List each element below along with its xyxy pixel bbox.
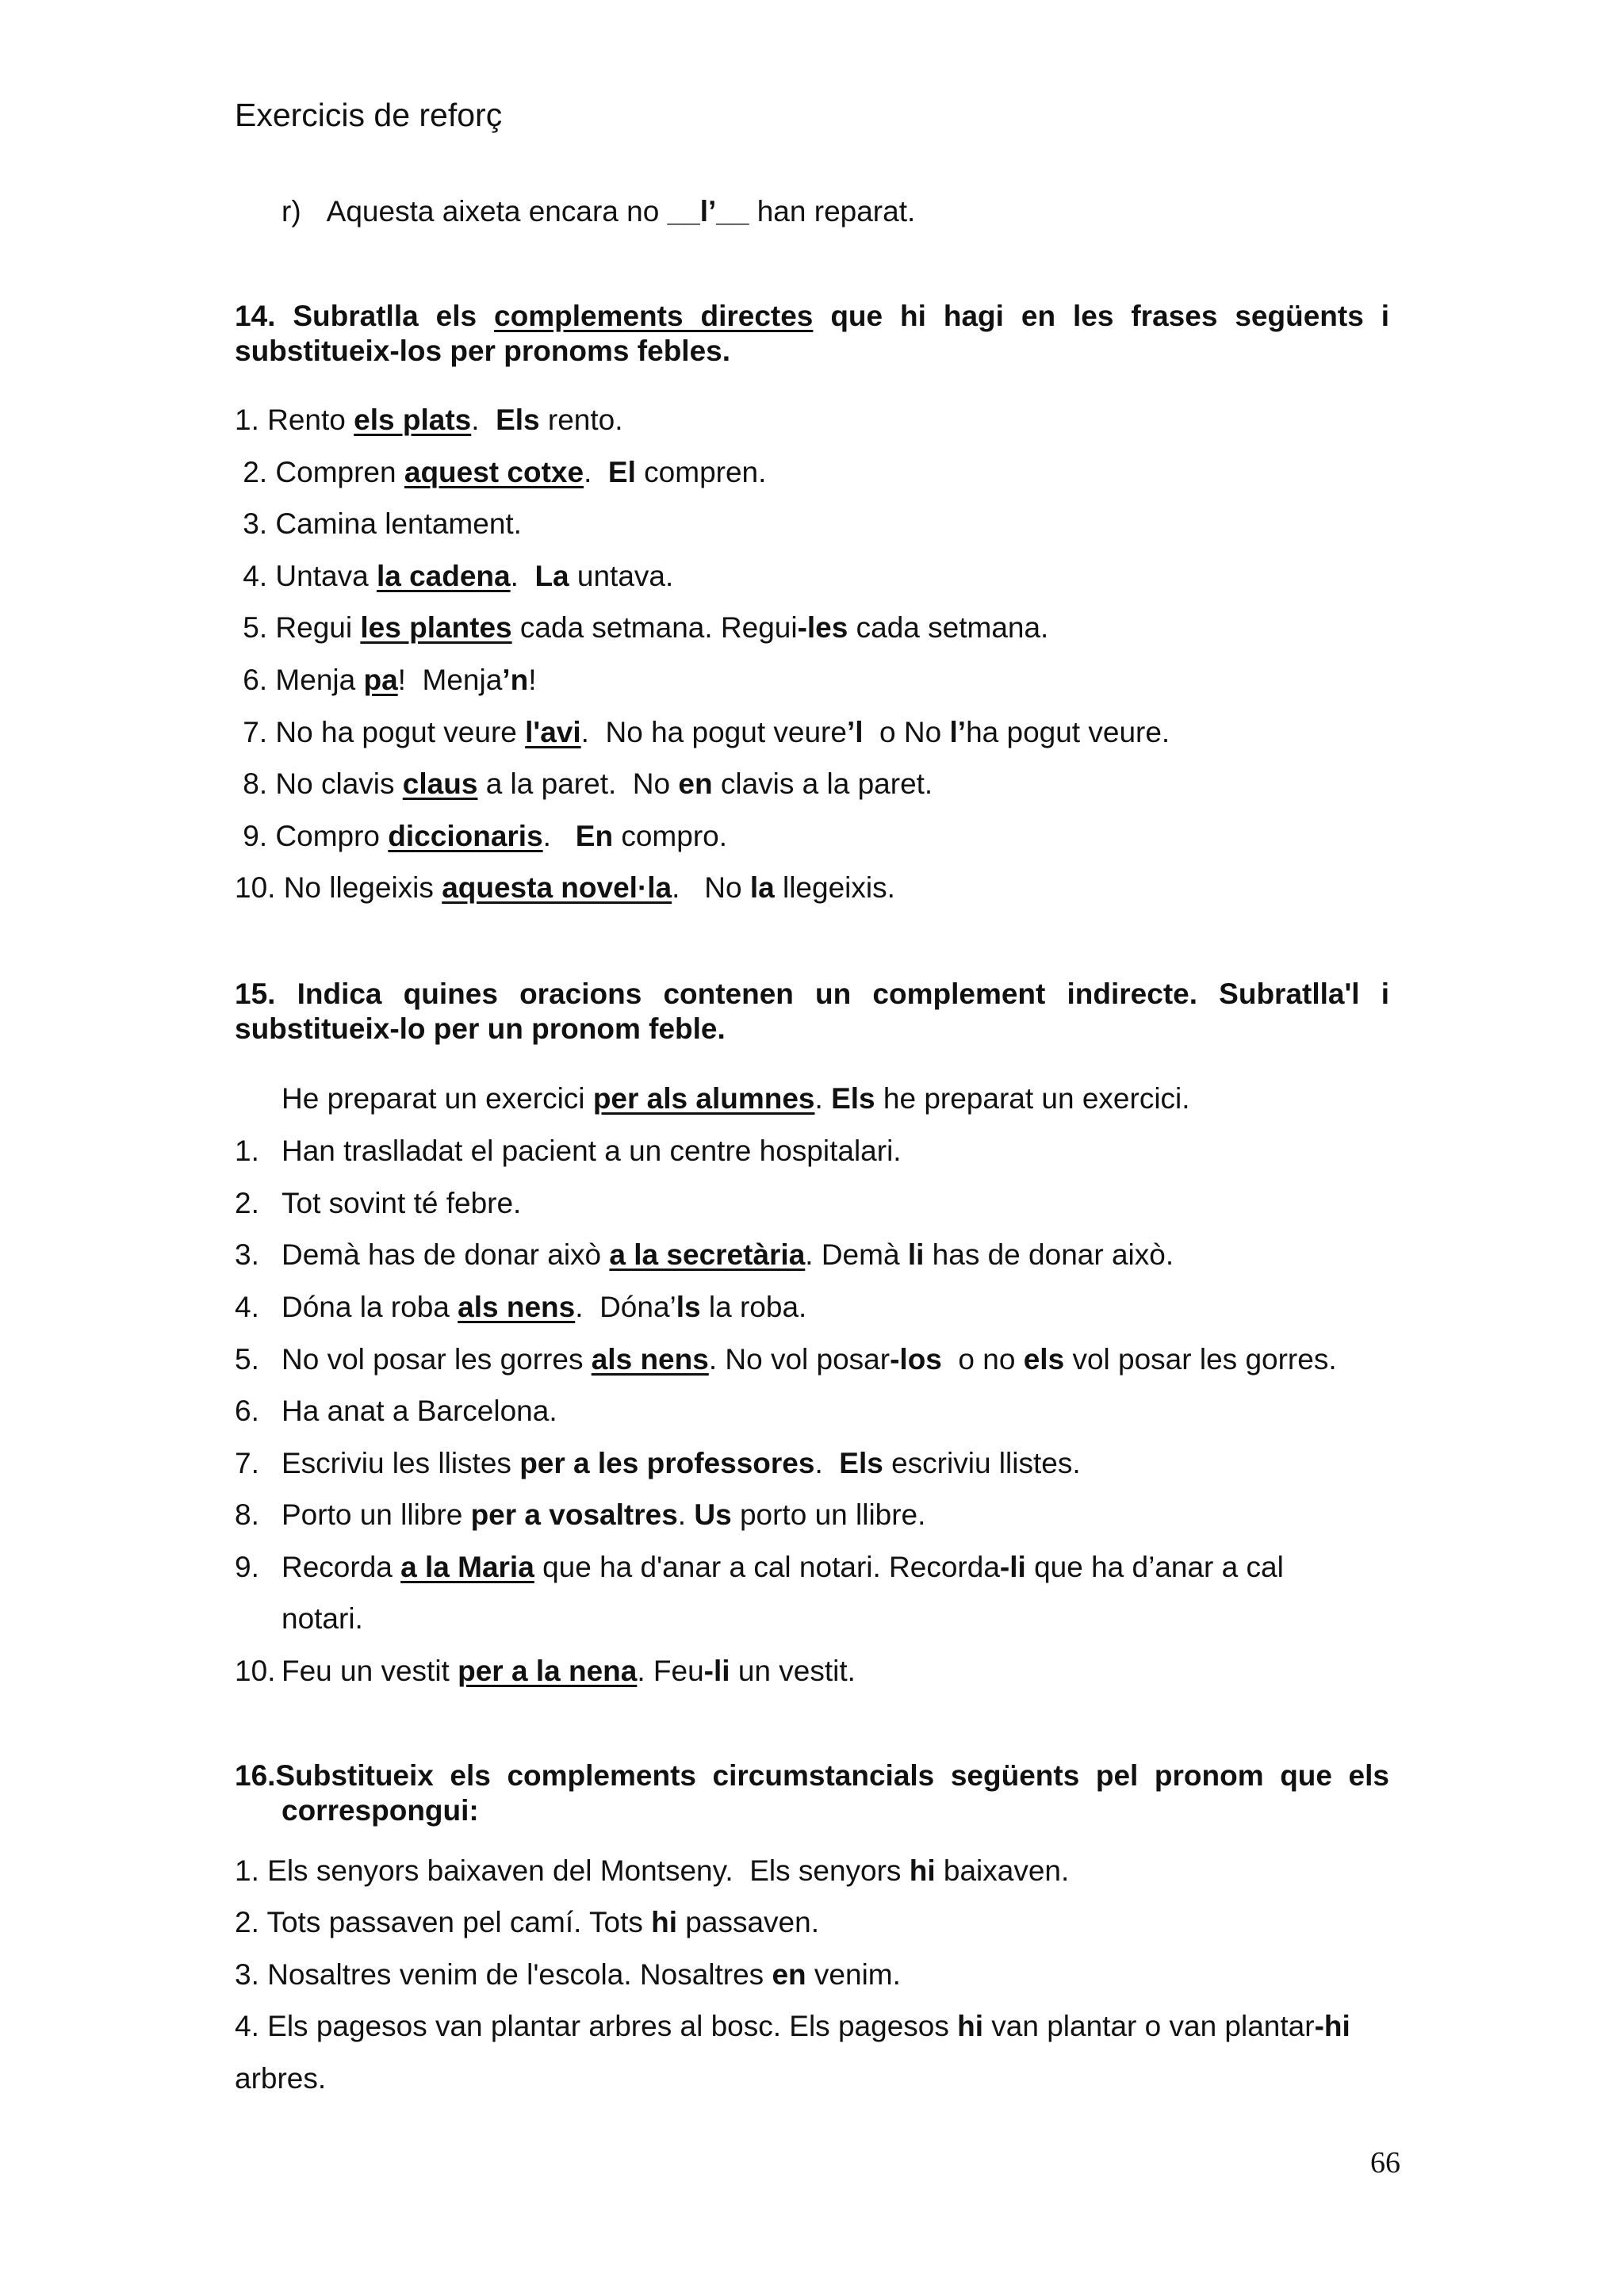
sentence-text: ! Menja <box>397 664 503 696</box>
item-text-end: han reparat. <box>749 195 916 228</box>
list-item-number: 7. <box>235 1447 259 1479</box>
item-label: r) <box>282 195 301 228</box>
list-item <box>282 1134 902 1169</box>
answer-pronoun: hi <box>957 2010 984 2042</box>
sentence-text: ! <box>528 664 537 696</box>
sentence-text: 3. Camina lentament. <box>235 507 522 540</box>
sentence-text: . <box>814 1447 840 1479</box>
list-item-number: 9. <box>235 1551 259 1583</box>
sentence-text: o no <box>941 1343 1024 1376</box>
exercise-14-heading <box>235 299 1389 369</box>
prev-item-r <box>282 194 915 229</box>
sentence-text: escriviu llistes. <box>883 1447 1081 1479</box>
sentence-text: cada setmana. Regui <box>511 611 798 644</box>
underlined-complement: per als alumnes <box>592 1082 815 1115</box>
list-item <box>235 559 673 594</box>
underlined-complement: als nens <box>591 1343 709 1376</box>
list-item <box>282 1446 1081 1481</box>
sentence-text: 8. No clavis <box>235 767 403 800</box>
sentence-text: . <box>471 404 496 436</box>
list-item <box>282 1186 521 1221</box>
list-item-continuation <box>282 1601 363 1636</box>
sentence-text: 6. Menja <box>235 664 364 696</box>
sentence-text: rento. <box>539 404 623 436</box>
sentence-text: van plantar o van plantar <box>983 2010 1315 2042</box>
sentence-text: . No vol posar <box>708 1343 891 1376</box>
sentence-text: 5. Regui <box>235 611 361 644</box>
underlined-complement: els plats <box>354 404 472 436</box>
list-item <box>235 871 895 905</box>
answer-pronoun: per a les professores <box>519 1447 815 1479</box>
heading-text: Subratlla els <box>275 300 495 332</box>
list-item-number: 8. <box>235 1498 259 1531</box>
page-number: 66 <box>1370 2146 1400 2179</box>
list-item <box>282 1342 1337 1377</box>
underlined-complement: les plantes <box>360 611 512 644</box>
sentence-text: has de donar això. <box>924 1238 1174 1271</box>
sentence-text: o No <box>863 716 950 748</box>
sentence-text: llegeixis. <box>774 871 895 904</box>
sentence-text: vol posar les gorres. <box>1064 1343 1337 1376</box>
list-item <box>235 2009 1350 2044</box>
sentence-text: . Feu <box>637 1655 704 1687</box>
sentence-text: compren. <box>635 456 767 488</box>
list-item <box>235 1854 1069 1888</box>
sentence-text: 2. Tots passaven pel camí. Tots <box>235 1906 652 1938</box>
sentence-text: untava. <box>569 560 674 592</box>
list-item <box>282 1290 806 1325</box>
answer-pronoun: en <box>678 767 713 800</box>
list-item <box>235 1905 819 1940</box>
sentence-text: Demà has de donar això <box>282 1238 610 1271</box>
list-item <box>282 1550 1284 1585</box>
page-header: Exercicis de reforç <box>235 97 503 133</box>
list-item-number: 6. <box>235 1395 259 1427</box>
sentence-text: cada setmana. <box>848 611 1049 644</box>
answer-pronoun: Els <box>839 1447 883 1479</box>
answer-pronoun: en <box>772 1958 806 1991</box>
sentence-text: un vestit. <box>730 1655 856 1687</box>
answer-pronoun: Els <box>496 404 540 436</box>
sentence-text: . No <box>672 871 750 904</box>
underlined-complement: la cadena <box>376 560 511 592</box>
answer-pronoun: li <box>907 1238 925 1271</box>
sentence-text: 4. Els pagesos van plantar arbres al bosc. Els pagesos <box>235 2010 958 2042</box>
sentence-text: 7. No ha pogut veure <box>235 716 526 748</box>
sentence-text: . <box>584 456 608 488</box>
answer-pronoun: ’l <box>846 716 864 748</box>
list-item <box>282 1654 856 1689</box>
answer-pronoun: -li <box>999 1551 1026 1583</box>
underlined-complement: l'avi <box>525 716 581 748</box>
sentence-text: Dóna la roba <box>282 1291 458 1323</box>
list-item <box>282 1394 557 1429</box>
list-item <box>282 1498 925 1533</box>
list-item <box>282 1238 1174 1272</box>
sentence-text: Tot sovint té febre. <box>282 1187 522 1219</box>
answer-pronoun: la <box>749 871 775 904</box>
sentence-text: Ha anat a Barcelona. <box>282 1395 557 1427</box>
answer-pronoun: -les <box>797 611 848 644</box>
answer-pronoun: Els <box>831 1082 875 1115</box>
sentence-text: arbres. <box>235 2062 327 2095</box>
list-item <box>235 403 623 438</box>
answer-pronoun: Us <box>694 1498 732 1531</box>
list-item <box>235 767 933 802</box>
list-item-number: 3. <box>235 1238 259 1271</box>
answer-pronoun: per a vosaltres <box>470 1498 678 1531</box>
sentence-text: a la paret. No <box>477 767 679 800</box>
sentence-text: Feu un vestit <box>282 1655 458 1687</box>
list-item-number: 4. <box>235 1291 259 1323</box>
answer-pronoun: ls <box>676 1291 701 1323</box>
sentence-text: 1. Rento <box>235 404 354 436</box>
sentence-text: 2. Compren <box>235 456 404 488</box>
list-item <box>235 663 536 698</box>
underlined-complement: aquesta novel·la <box>442 871 672 904</box>
answer-pronoun: els <box>1023 1343 1065 1376</box>
exercise-15-example <box>282 1081 1190 1116</box>
list-item <box>235 455 766 490</box>
answer-pronoun: l’ <box>949 716 967 748</box>
sentence-text: . <box>677 1498 695 1531</box>
answer-pronoun: -li <box>703 1655 730 1687</box>
answer-pronoun: La <box>534 560 569 592</box>
answer-pronoun: En <box>575 820 614 852</box>
underlined-complement: als nens <box>458 1291 576 1323</box>
answer-pronoun: hi <box>651 1906 678 1938</box>
sentence-text: baixaven. <box>935 1854 1070 1887</box>
sentence-text: . <box>510 560 535 592</box>
list-item-continuation <box>235 2061 326 2096</box>
sentence-text: ha pogut veure. <box>966 716 1170 748</box>
exercise-15-heading: 15. Indica quines oracions contenen un complement indirecte. Subratlla'l i substitueix-lo per un pronom feble. <box>235 978 1389 1045</box>
answer-pronoun: -hi <box>1314 2010 1350 2042</box>
item-answer: __l’__ <box>667 195 749 228</box>
sentence-text: notari. <box>282 1602 363 1635</box>
underlined-complement: per a la nena <box>458 1655 638 1687</box>
sentence-text: he preparat un exercici. <box>875 1082 1190 1115</box>
sentence-text: Han traslladat el pacient a un centre hospitalari. <box>282 1135 902 1167</box>
sentence-text: porto un llibre. <box>731 1498 926 1531</box>
underlined-complement: a la secretària <box>609 1238 806 1271</box>
list-item-number: 10. <box>235 1655 276 1687</box>
exercise-16-heading-line2: correspongui: <box>282 1794 479 1827</box>
list-item <box>235 819 727 854</box>
list-item <box>235 1957 901 1992</box>
sentence-text: que ha d’anar a cal <box>1025 1551 1284 1583</box>
sentence-text: que ha d'anar a cal notari. Recorda <box>534 1551 1000 1583</box>
answer-pronoun: ’n <box>502 664 529 696</box>
answer-pronoun: hi <box>909 1854 936 1887</box>
sentence-text: clavis a la paret. <box>712 767 933 800</box>
underlined-complement: diccionaris <box>388 820 543 852</box>
sentence-text: 9. Compro <box>235 820 389 852</box>
exercise-number: 14. <box>235 300 276 332</box>
list-item-number: 5. <box>235 1343 259 1376</box>
sentence-text: passaven. <box>677 1906 819 1938</box>
sentence-text: No vol posar les gorres <box>282 1343 592 1376</box>
sentence-text: . <box>814 1082 832 1115</box>
sentence-text: 4. Untava <box>235 560 377 592</box>
sentence-text: 3. Nosaltres venim de l'escola. Nosaltres <box>235 1958 772 1991</box>
sentence-text: venim. <box>806 1958 901 1991</box>
exercise-16-heading-line1: 16.Substitueix els complements circumstancials següents pel pronom que els <box>235 1759 1389 1792</box>
list-item-number: 1. <box>235 1135 259 1167</box>
sentence-text: . No ha pogut veure <box>580 716 847 748</box>
answer-pronoun: -los <box>890 1343 942 1376</box>
sentence-text: Recorda <box>282 1551 401 1583</box>
heading-keyword: complements directes <box>494 300 814 332</box>
sentence-text: . Dóna’ <box>575 1291 676 1323</box>
answer-pronoun: El <box>607 456 636 488</box>
sentence-text: la roba. <box>700 1291 807 1323</box>
list-item <box>235 715 1170 750</box>
sentence-text: 10. No llegeixis <box>235 871 442 904</box>
underlined-complement: a la Maria <box>400 1551 534 1583</box>
underlined-complement: aquest cotxe <box>404 456 584 488</box>
sentence-text: Escriviu les llistes <box>282 1447 520 1479</box>
heading-text-end: que hi hagi en les frases següents i substitueix-los per pronoms febles. <box>235 300 1389 367</box>
sentence-text: . Demà <box>805 1238 908 1271</box>
item-text: Aquesta aixeta encara no <box>326 195 668 228</box>
list-item-number: 2. <box>235 1187 259 1219</box>
sentence-text: compro. <box>613 820 727 852</box>
sentence-text: 1. Els senyors baixaven del Montseny. Els senyors <box>235 1854 910 1887</box>
sentence-text: He preparat un exercici <box>282 1082 593 1115</box>
sentence-text: Porto un llibre <box>282 1498 471 1531</box>
underlined-complement: pa <box>363 664 398 696</box>
list-item <box>235 507 522 541</box>
sentence-text: . <box>542 820 576 852</box>
list-item <box>235 610 1048 645</box>
underlined-complement: claus <box>402 767 478 800</box>
